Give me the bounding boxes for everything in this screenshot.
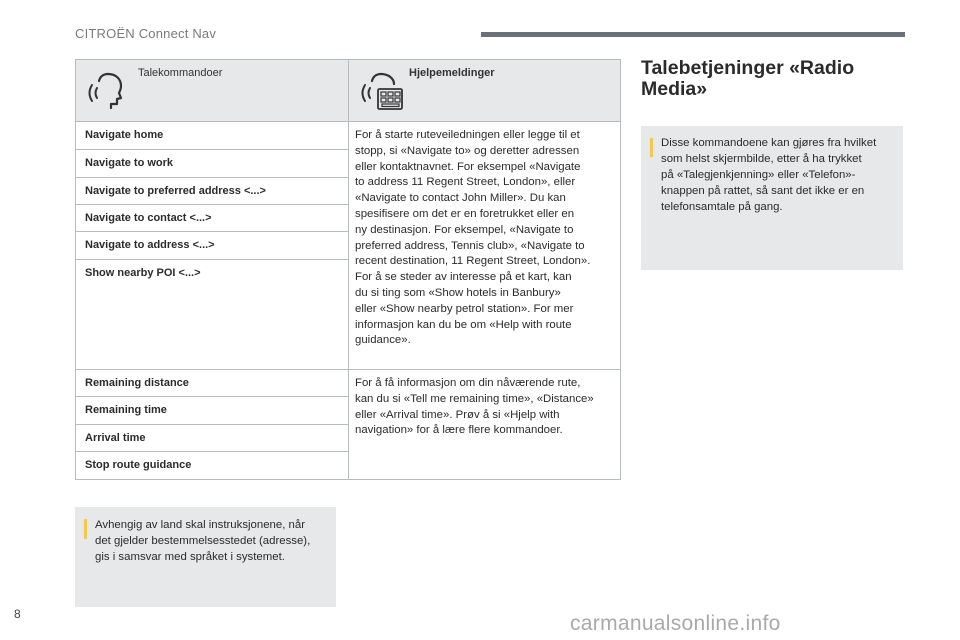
note-line: knappen på rattet, så sant det ikke er en bbox=[661, 185, 865, 197]
command-cell: Stop route guidance bbox=[85, 459, 192, 471]
help-text-line: to address 11 Regent Street, London», eller bbox=[355, 176, 576, 189]
navigation-command-group bbox=[76, 122, 620, 370]
watermark: carmanualsonline.info bbox=[570, 612, 781, 635]
help-text-line: navigation» for å lære flere kommandoer. bbox=[355, 424, 563, 437]
command-cell: Arrival time bbox=[76, 425, 348, 452]
page-number: 8 bbox=[14, 607, 21, 621]
column-divider bbox=[348, 370, 349, 479]
help-text-line: preferred address, Tennis club», «Navigate to bbox=[355, 239, 585, 252]
note-line: Disse kommandoene kan gjøres fra hvilket bbox=[661, 137, 877, 149]
section-title-line: Media» bbox=[641, 78, 708, 100]
command-cell: Navigate to preferred address <...> bbox=[76, 178, 348, 205]
help-text-line: recent destination, 11 Regent Street, London». bbox=[355, 255, 591, 268]
route-info-command-group bbox=[76, 370, 620, 479]
help-text-line: stopp, si «Navigate to» og deretter adressen bbox=[355, 144, 580, 157]
help-text-line: eller «Show nearby petrol station». For mer bbox=[355, 302, 574, 315]
navigation-help-text bbox=[355, 128, 615, 349]
header-rule bbox=[481, 32, 905, 37]
radio-media-note-text bbox=[661, 135, 876, 215]
help-text-line: du si ting som «Show hotels in Banbury» bbox=[355, 286, 561, 299]
table-header-messages bbox=[349, 60, 620, 122]
help-text-line: eller kontaktnavnet. For eksempel «Navigate bbox=[355, 160, 581, 173]
help-text-line: ny destinasjon. For eksempel, «Navigate to bbox=[355, 223, 574, 236]
help-text-line: spesifisere om det er en foretrukket eller en bbox=[355, 207, 575, 220]
help-text-line: guidance». bbox=[355, 334, 411, 347]
note-line: telefonsamtale på gang. bbox=[661, 201, 783, 213]
language-note-box bbox=[75, 507, 336, 607]
speaking-head-icon bbox=[88, 68, 128, 117]
command-cell: Navigate to work bbox=[76, 150, 348, 178]
speaking-head-keypad-icon bbox=[361, 68, 405, 117]
column-divider bbox=[348, 122, 349, 369]
note-line: det gjelder bestemmelsesstedet (adresse), bbox=[95, 535, 311, 547]
messages-header-label: Hjelpemeldinger bbox=[409, 67, 495, 79]
table-header-commands bbox=[76, 60, 348, 122]
help-text-line: For å starte ruteveiledningen eller legge til et bbox=[355, 129, 580, 141]
table-header-row bbox=[76, 60, 620, 122]
help-text-line: eller «Arrival time». Prøv å si «Hjelp with bbox=[355, 408, 560, 421]
note-accent-bar bbox=[84, 519, 87, 539]
command-cell: Navigate to address <...> bbox=[76, 232, 348, 260]
language-note-text bbox=[95, 517, 310, 565]
help-text-line: For å se steder av interesse på et kart, kan bbox=[355, 271, 572, 284]
voice-command-table bbox=[75, 59, 621, 480]
help-text-line: «Navigate to contact John Miller». Du kan bbox=[355, 192, 566, 205]
help-text-line: informasjon kan du be om «Help with route bbox=[355, 318, 572, 331]
commands-header-label: Talekommandoer bbox=[138, 67, 223, 79]
command-cell: Show nearby POI <...> bbox=[85, 267, 201, 279]
command-cell: Navigate home bbox=[76, 122, 348, 150]
note-accent-bar bbox=[650, 138, 653, 157]
note-line: på «Talegjenkjenning» eller «Telefon»- bbox=[661, 169, 856, 181]
running-header-title: CITROËN Connect Nav bbox=[75, 26, 217, 41]
radio-media-note-box bbox=[641, 126, 903, 270]
note-line: som helst skjermbilde, etter å ha trykket bbox=[661, 153, 862, 165]
help-text-line: For å få informasjon om din nåværende rute, bbox=[355, 377, 581, 389]
route-info-help-text bbox=[355, 376, 615, 439]
note-line: gis i samsvar med språket i systemet. bbox=[95, 551, 285, 563]
command-cell: Remaining time bbox=[76, 397, 348, 425]
help-text-line: kan du si «Tell me remaining time», «Distance» bbox=[355, 392, 594, 405]
command-cell: Navigate to contact <...> bbox=[76, 205, 348, 232]
command-cell: Remaining distance bbox=[76, 370, 348, 397]
note-line: Avhengig av land skal instruksjonene, når bbox=[95, 519, 306, 531]
section-title-line: Talebetjeninger «Radio bbox=[641, 57, 855, 79]
section-title bbox=[641, 58, 903, 100]
